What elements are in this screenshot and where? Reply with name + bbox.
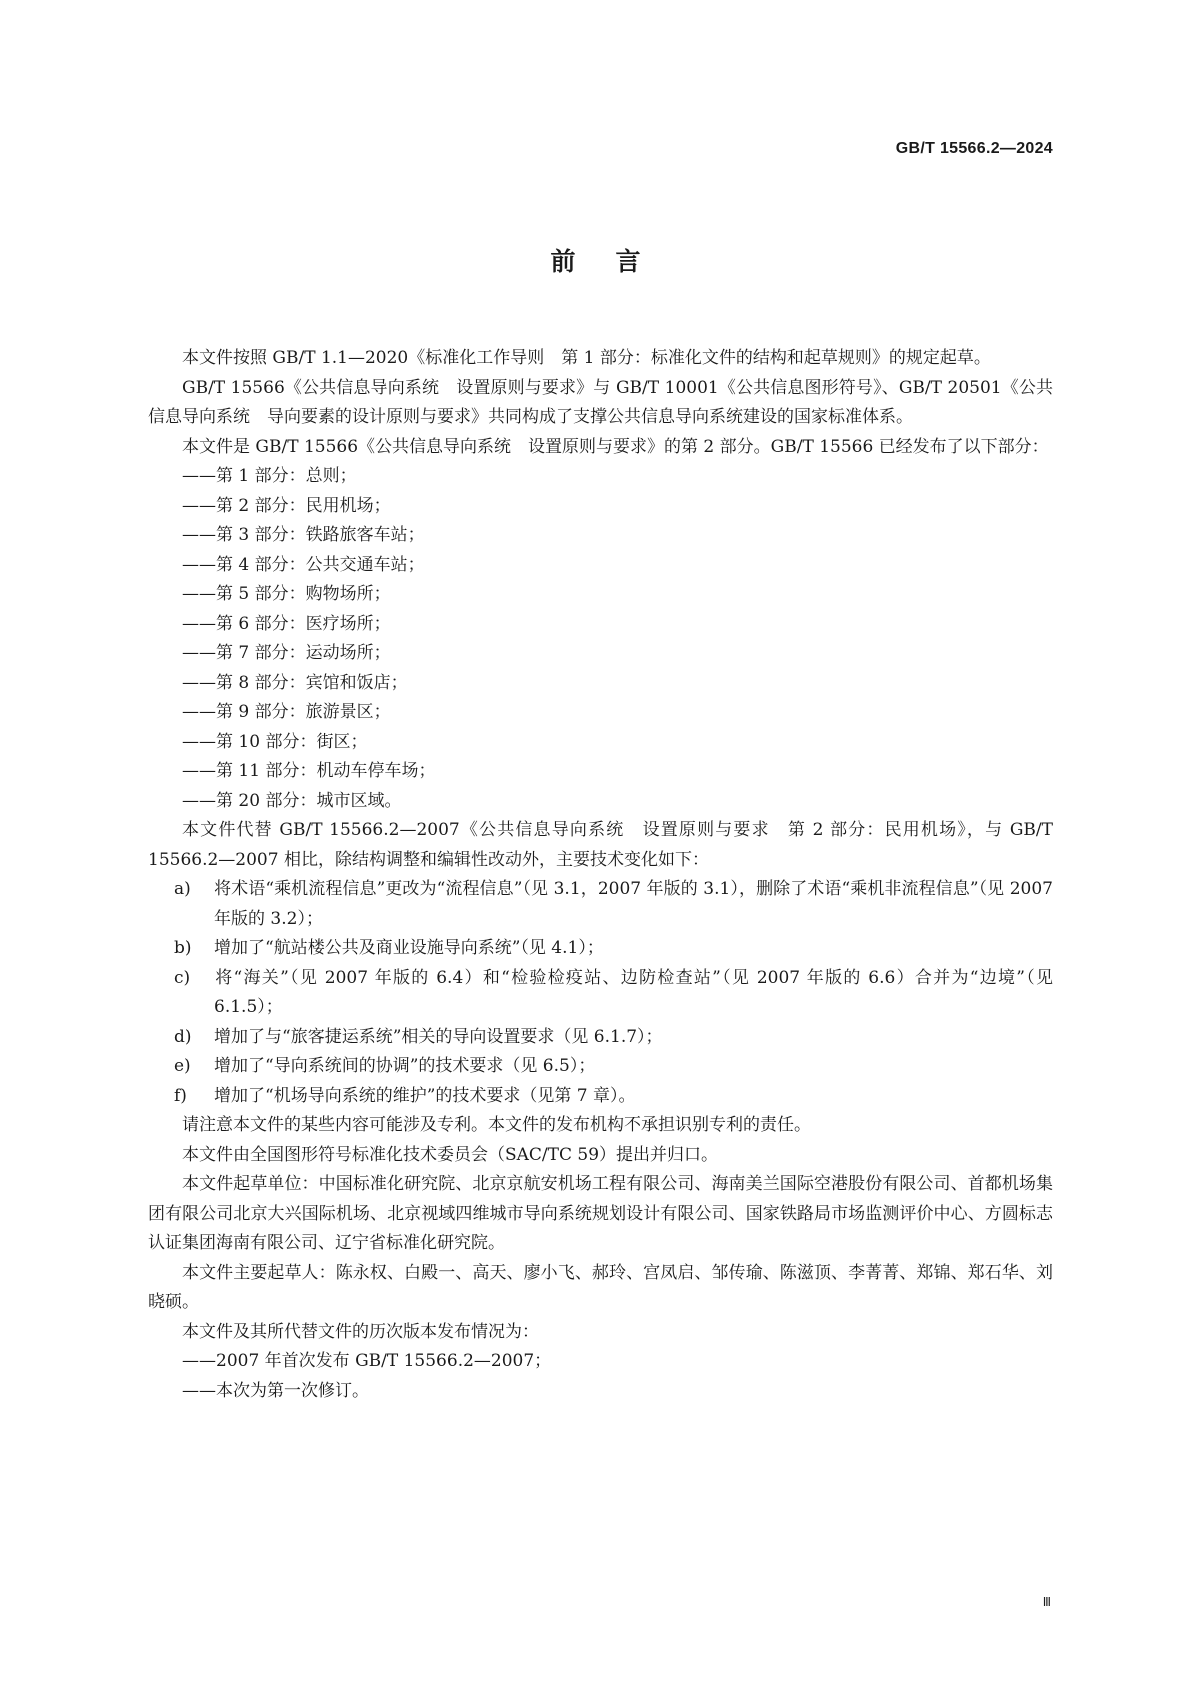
part-item: ——第 9 部分：旅游景区； [182, 702, 391, 722]
paragraph: 本文件及其所代替文件的历次版本发布情况为： [182, 1321, 539, 1342]
change-text: 增加了“机场导向系统的维护”的技术要求（见第 7 章）。 [214, 1085, 636, 1106]
history-item: ——2007 年首次发布 GB/T 15566.2—2007； [182, 1351, 552, 1371]
history-item: ——本次为第一次修订。 [182, 1380, 369, 1401]
part-item: ——第 4 部分：公共交通车站； [182, 554, 425, 575]
part-item: ——第 5 部分：购物场所； [182, 584, 391, 604]
part-item: ——第 20 部分：城市区域。 [182, 790, 402, 811]
change-text: 增加了与“旅客捷运系统”相关的导向设置要求（见 6.1.7）； [214, 1026, 663, 1047]
paragraph: 本文件由全国图形符号标准化技术委员会（SAC/TC 59）提出并归口。 [182, 1144, 719, 1165]
paragraph: 本文件起草单位：中国标准化研究院、北京京航安机场工程有限公司、海南美兰国际空港股份有限公司、首都机场集团有限公司北京大兴国际机场、北京视域四维城市导向系统规划设计有限公司、国家铁路局市场监测评价中心、方圆标志认证集团海南有限公司、辽宁省标准化研究院。 [148, 1174, 1053, 1253]
page-title: 前言 [550, 247, 681, 276]
part-item: ——第 6 部分：医疗场所； [182, 613, 391, 634]
change-item [148, 1082, 1053, 1112]
doc-number: GB/T 15566.2—2024 [895, 140, 1053, 157]
part-item: ——第 10 部分：街区； [182, 731, 368, 752]
change-text: 增加了“航站楼公共及商业设施导向系统”（见 4.1）； [214, 938, 604, 958]
page-number: Ⅲ [1042, 1595, 1052, 1609]
change-label: d) [174, 1026, 192, 1047]
change-item [148, 964, 1053, 1023]
change-text: 将术语“乘机流程信息”更改为“流程信息”（见 3.1，2007 年版的 3.1），删除了术语“乘机非流程信息”（见 2007 年版的 3.2）； [214, 879, 1053, 929]
paragraph: 本文件是 GB/T 15566《公共信息导向系统 设置原则与要求》的第 2 部分。GB/T 15566 已经发布了以下部分： [182, 436, 1049, 457]
paragraph: 本文件主要起草人：陈永权、白殿一、高天、廖小飞、郝玲、宫凤启、邹传瑜、陈滋顶、李菁菁、郑锦、郑石华、刘晓硕。 [148, 1262, 1053, 1312]
part-item: ——第 1 部分：总则； [182, 466, 357, 486]
paragraph: 本文件代替 GB/T 15566.2—2007《公共信息导向系统 设置原则与要求 第 2 部分：民用机场》，与 GB/T 15566.2—2007 相比，除结构调整和编辑性改动外，主要技术变化如下： [148, 820, 1053, 870]
part-item: ——第 7 部分：运动场所； [182, 643, 391, 663]
paragraph: GB/T 15566《公共信息导向系统 设置原则与要求》与 GB/T 10001《公共信息图形符号》、GB/T 20501《公共信息导向系统 导向要素的设计原则与要求》共同构成了支撑公共信息导向系统建设的国家标准体系。 [148, 377, 1053, 427]
change-label: a) [174, 879, 191, 899]
change-item [148, 875, 1053, 934]
change-label: f) [174, 1085, 187, 1106]
preface-body [148, 344, 1053, 1406]
part-item: ——第 2 部分：民用机场； [182, 495, 391, 516]
part-item: ——第 3 部分：铁路旅客车站； [182, 525, 425, 545]
part-item: ——第 8 部分：宾馆和饭店； [182, 672, 408, 693]
change-item [148, 1052, 1053, 1082]
change-text: 增加了“导向系统间的协调”的技术要求（见 6.5）； [214, 1056, 596, 1076]
paragraph: 本文件按照 GB/T 1.1—2020《标准化工作导则 第 1 部分：标准化文件的结构和起草规则》的规定起草。 [182, 348, 991, 368]
change-item [148, 934, 1053, 964]
paragraph: 请注意本文件的某些内容可能涉及专利。本文件的发布机构不承担识别专利的责任。 [182, 1115, 811, 1135]
change-label: c) [174, 967, 191, 988]
change-label: b) [174, 938, 192, 958]
change-label: e) [174, 1056, 191, 1076]
part-item: ——第 11 部分：机动车停车场； [182, 761, 436, 781]
change-text: 将“海关”（见 2007 年版的 6.4）和“检验检疫站、边防检查站”（见 2007 年版的 6.6）合并为“边境”（见 6.1.5）； [214, 967, 1053, 1017]
change-item [148, 1023, 1053, 1053]
